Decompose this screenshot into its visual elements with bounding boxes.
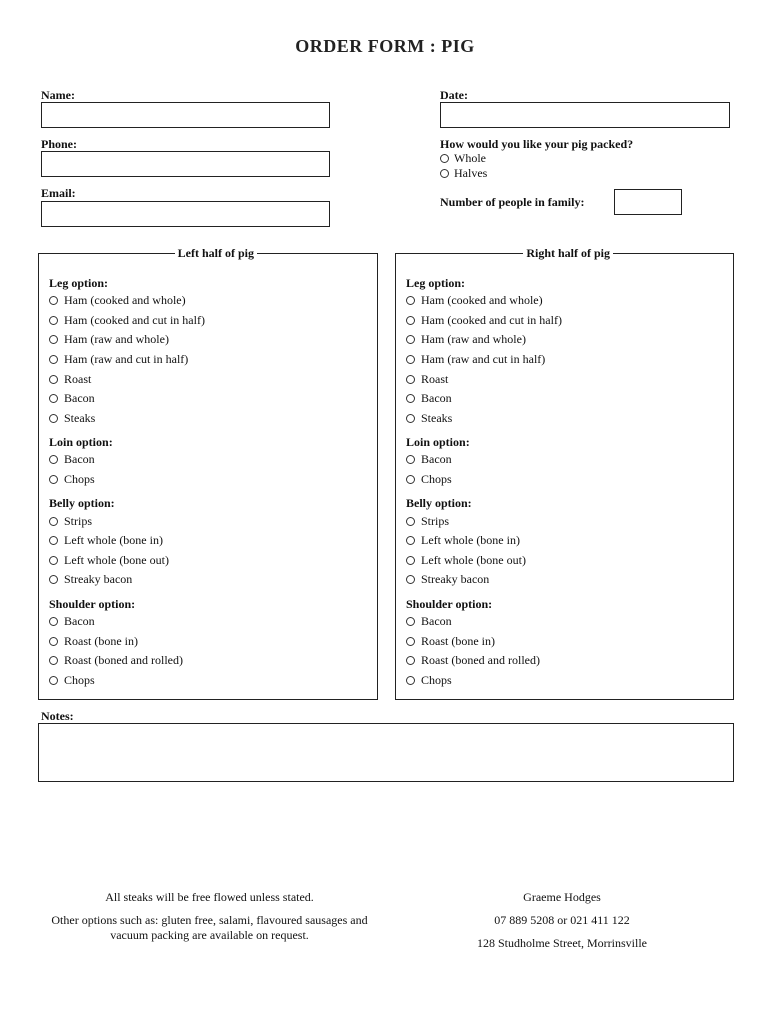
section-title: Leg option: (49, 276, 109, 290)
radio-icon[interactable] (49, 517, 58, 526)
radio-icon[interactable] (406, 475, 415, 484)
option-label: Ham (cooked and cut in half) (421, 312, 562, 327)
option-label: Bacon (64, 391, 95, 406)
family-label: Number of people in family: (440, 195, 585, 209)
option-row[interactable] (49, 389, 205, 409)
family-count-field[interactable] (614, 189, 682, 215)
option-label: Steaks (421, 410, 453, 425)
radio-icon[interactable] (406, 556, 415, 565)
radio-icon[interactable] (49, 656, 58, 665)
option-row[interactable] (49, 311, 205, 331)
name-field[interactable] (41, 102, 330, 128)
radio-icon[interactable] (406, 414, 415, 423)
option-row[interactable] (406, 311, 562, 331)
radio-icon[interactable] (49, 556, 58, 565)
left-half-options (49, 275, 205, 690)
option-label: Ham (cooked and whole) (421, 293, 543, 308)
radio-icon[interactable] (49, 316, 58, 325)
radio-icon[interactable] (49, 676, 58, 685)
radio-icon[interactable] (49, 617, 58, 626)
radio-icon[interactable] (49, 296, 58, 305)
radio-icon[interactable] (406, 355, 415, 364)
radio-icon[interactable] (49, 335, 58, 344)
option-row[interactable] (406, 651, 562, 671)
packed-question: How would you like your pig packed? (440, 137, 634, 151)
right-half-group (395, 247, 734, 700)
radio-icon[interactable] (49, 455, 58, 464)
option-row[interactable] (49, 612, 205, 632)
radio-icon[interactable] (406, 617, 415, 626)
option-label: Chops (421, 472, 452, 487)
option-label: Left whole (bone out) (421, 552, 526, 567)
notes-label: Notes: (41, 709, 74, 723)
section-title: Belly option: (406, 496, 472, 511)
option-row[interactable] (406, 409, 562, 429)
option-row[interactable] (49, 631, 205, 651)
date-label: Date: (440, 88, 468, 102)
radio-icon[interactable] (49, 475, 58, 484)
option-row[interactable] (49, 470, 205, 490)
section-title: Leg option: (406, 276, 466, 290)
radio-icon[interactable] (406, 676, 415, 685)
packed-option-label: Whole (454, 150, 486, 165)
option-label: Ham (raw and whole) (64, 332, 169, 347)
option-row[interactable] (406, 389, 562, 409)
radio-icon[interactable] (440, 169, 449, 178)
name-label: Name: (41, 88, 75, 102)
option-row[interactable] (49, 511, 205, 531)
option-label: Ham (raw and cut in half) (421, 352, 546, 367)
option-label: Roast (boned and rolled) (64, 653, 183, 668)
radio-icon[interactable] (49, 575, 58, 584)
option-label: Roast (boned and rolled) (421, 653, 540, 668)
radio-icon[interactable] (406, 335, 415, 344)
option-label: Bacon (421, 614, 452, 629)
phone-field[interactable] (41, 151, 330, 177)
contact-phone: 07 889 5208 or 021 411 122 (494, 913, 630, 927)
option-label: Ham (raw and cut in half) (64, 352, 189, 367)
section-title: Loin option: (406, 435, 470, 450)
option-label: Chops (421, 672, 452, 687)
contact-name: Graeme Hodges (523, 890, 601, 904)
option-row[interactable] (406, 450, 562, 470)
date-field[interactable] (440, 102, 730, 128)
option-row[interactable] (49, 330, 205, 350)
option-row[interactable] (49, 409, 205, 429)
option-row[interactable] (406, 551, 562, 571)
option-row[interactable] (406, 330, 562, 350)
radio-icon[interactable] (406, 316, 415, 325)
radio-icon[interactable] (49, 414, 58, 423)
radio-icon[interactable] (406, 656, 415, 665)
option-label: Left whole (bone in) (64, 533, 163, 548)
option-label: Ham (cooked and cut in half) (64, 312, 205, 327)
left-half-legend: Left half of pig (177, 246, 254, 260)
option-row[interactable] (406, 671, 562, 691)
option-label: Bacon (421, 452, 452, 467)
section-title: Loin option: (49, 435, 113, 450)
email-field[interactable] (41, 201, 330, 227)
option-label: Roast (421, 371, 449, 386)
radio-icon[interactable] (406, 455, 415, 464)
radio-icon[interactable] (49, 536, 58, 545)
email-label: Email: (41, 186, 76, 200)
packed-option-whole[interactable] (440, 150, 486, 166)
option-label: Left whole (bone in) (421, 533, 520, 548)
section-title: Shoulder option: (49, 596, 136, 611)
page-title: ORDER FORM : PIG (295, 36, 475, 56)
section-title: Shoulder option: (406, 596, 493, 611)
right-half-legend: Right half of pig (526, 246, 610, 260)
option-label: Ham (cooked and whole) (64, 293, 186, 308)
option-row[interactable] (49, 570, 205, 590)
radio-icon[interactable] (406, 296, 415, 305)
phone-label: Phone: (41, 137, 77, 151)
option-label: Bacon (421, 391, 452, 406)
radio-icon[interactable] (49, 375, 58, 384)
radio-icon[interactable] (49, 355, 58, 364)
option-label: Roast (bone in) (64, 633, 138, 648)
packed-option-halves[interactable] (440, 165, 487, 181)
option-row[interactable] (49, 671, 205, 691)
left-half-group (38, 247, 378, 700)
notes-field[interactable] (38, 723, 734, 782)
option-label: Strips (64, 513, 93, 528)
option-label: Streaky bacon (64, 572, 133, 587)
radio-icon[interactable] (406, 517, 415, 526)
right-half-options (406, 275, 562, 690)
option-label: Streaky bacon (421, 572, 490, 587)
packed-option-label: Halves (454, 165, 488, 180)
option-row[interactable] (406, 470, 562, 490)
option-row[interactable] (406, 612, 562, 632)
option-row[interactable] (406, 369, 562, 389)
radio-icon[interactable] (49, 637, 58, 646)
radio-icon[interactable] (406, 536, 415, 545)
option-label: Roast (bone in) (421, 633, 495, 648)
option-row[interactable] (49, 291, 205, 311)
option-label: Ham (raw and whole) (421, 332, 526, 347)
footer-steaks-note: All steaks will be free flowed unless stated. (105, 890, 314, 904)
option-row[interactable] (49, 551, 205, 571)
option-row[interactable] (406, 511, 562, 531)
option-row[interactable] (49, 450, 205, 470)
radio-icon[interactable] (440, 154, 449, 163)
option-row[interactable] (406, 570, 562, 590)
radio-icon[interactable] (406, 637, 415, 646)
option-label: Steaks (64, 410, 96, 425)
footer-options-note: Other options such as: gluten free, salami, flavoured sausages and vacuum packing are available on request. (51, 913, 368, 942)
option-row[interactable] (49, 651, 205, 671)
option-label: Strips (421, 513, 450, 528)
option-row[interactable] (406, 631, 562, 651)
option-row[interactable] (406, 531, 562, 551)
radio-icon[interactable] (49, 394, 58, 403)
option-label: Roast (64, 371, 92, 386)
option-label: Bacon (64, 614, 95, 629)
option-label: Left whole (bone out) (64, 552, 169, 567)
option-row[interactable] (49, 350, 205, 370)
radio-icon[interactable] (406, 375, 415, 384)
option-row[interactable] (49, 369, 205, 389)
option-label: Bacon (64, 452, 95, 467)
contact-address: 128 Studholme Street, Morrinsville (477, 936, 647, 950)
radio-icon[interactable] (406, 394, 415, 403)
section-title: Belly option: (49, 496, 115, 511)
option-label: Chops (64, 472, 95, 487)
option-row[interactable] (406, 291, 562, 311)
radio-icon[interactable] (406, 575, 415, 584)
option-row[interactable] (49, 531, 205, 551)
option-row[interactable] (406, 350, 562, 370)
option-label: Chops (64, 672, 95, 687)
